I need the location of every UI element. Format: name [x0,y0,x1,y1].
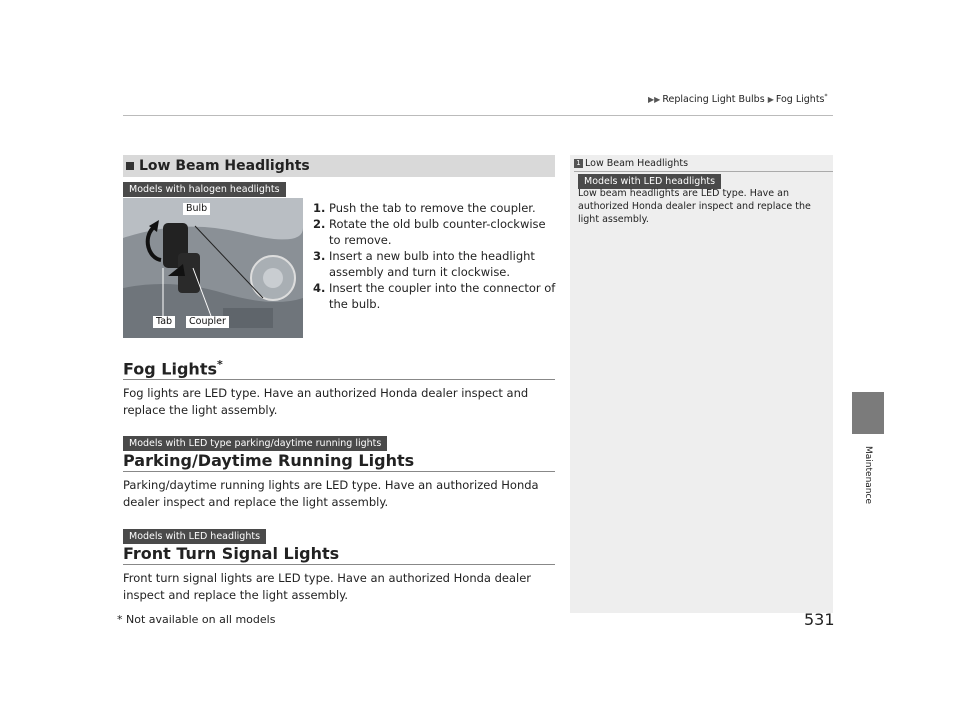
square-bullet-icon [126,162,134,170]
model-badge: Models with LED headlights [123,529,266,544]
footnote-mark: * [217,358,223,371]
breadcrumb-item[interactable]: Replacing Light Bulbs [662,94,765,106]
parking-text: Parking/daytime running lights are LED type. Have an authorized Honda dealer inspect and replace the light assembly. [123,478,539,509]
step-item: 3. Insert a new bulb into the headlight assembly and turn it clockwise. [313,249,535,279]
breadcrumb-arrow-icon: ▶ [767,95,774,105]
footnote: * Not available on all models [117,613,276,626]
heading-rule [123,379,555,380]
fog-text: Fog lights are LED type. Have an authorized Honda dealer inspect and replace the light assembly. [123,386,529,417]
heading-parking-lights: Parking/Daytime Running Lights [123,451,415,470]
header-rule [123,115,833,116]
model-badge: Models with halogen headlights [123,182,286,197]
step-item: 1. Push the tab to remove the coupler. [313,201,536,215]
note-text: Low beam headlights are LED type. Have an authorized Honda dealer inspect and replace the light assembly. [578,188,811,225]
callout-bulb: Bulb [183,203,210,215]
heading-turn-signal: Front Turn Signal Lights [123,544,340,563]
model-badge: Models with LED type parking/daytime running lights [123,436,387,451]
section-heading-low-beam [123,155,555,177]
breadcrumb-arrow-icon: ▶▶ [648,95,661,105]
note-title: 1 Low Beam Headlights [574,158,688,169]
step-list [313,200,558,312]
chapter-tab[interactable] [852,392,884,434]
breadcrumb-item[interactable]: Fog Lights [775,94,825,106]
footnote-mark: * [824,93,828,100]
page-number: 531 [804,610,835,629]
step-item: 2. Rotate the old bulb counter-clockwise to remove. [313,217,546,247]
note-rule [574,171,833,172]
turn-text: Front turn signal lights are LED type. Have an authorized Honda dealer inspect and replace the light assembly. [123,571,532,602]
chapter-label: Maintenance [863,446,873,504]
heading-rule [123,564,555,565]
model-badge: Models with LED headlights [578,174,721,189]
heading-rule [123,471,555,472]
heading-fog-lights: Fog Lights* [123,358,223,379]
callout-tab: Tab [153,316,175,328]
note-number-icon: 1 [574,159,583,168]
step-item: 4. Insert the coupler into the connector of the bulb. [313,281,556,311]
callout-coupler: Coupler [186,316,229,328]
section-title: Low Beam Headlights [139,158,310,174]
breadcrumb [648,93,828,105]
